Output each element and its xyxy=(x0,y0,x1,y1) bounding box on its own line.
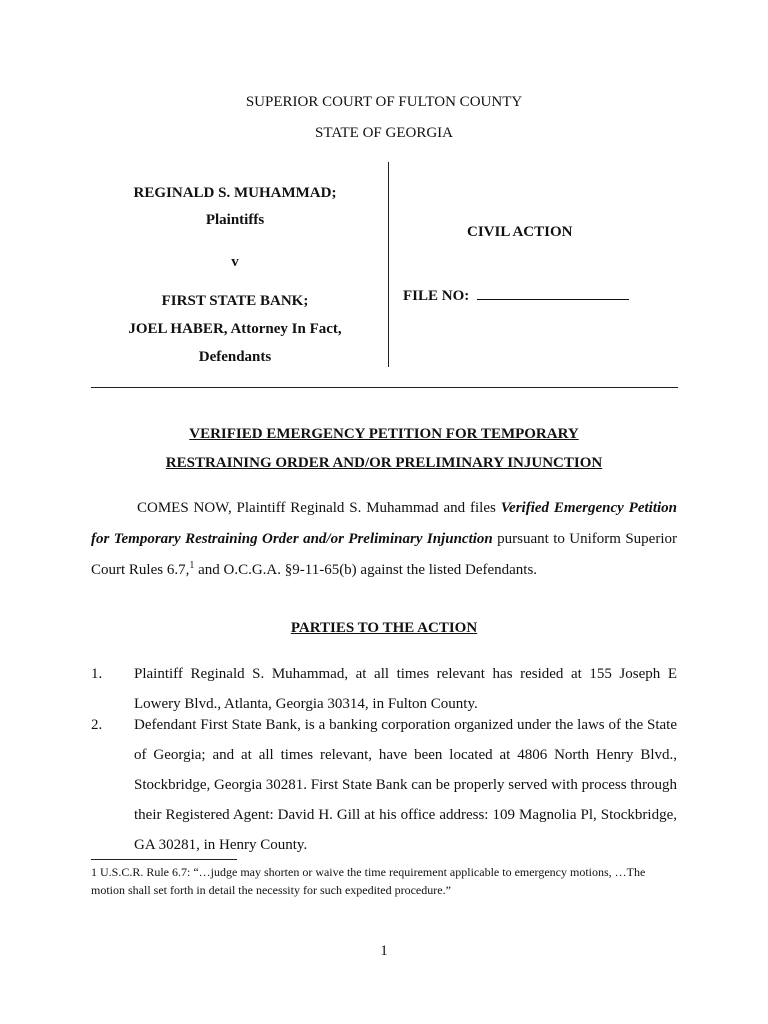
section-heading: PARTIES TO THE ACTION xyxy=(290,620,478,636)
file-number-label: FILE NO: xyxy=(403,288,470,304)
caption-divider-horizontal xyxy=(91,387,678,388)
list-item-text: Plaintiff Reginald S. Muhammad, at all times relevant has resided at 155 Joseph E Lowery Blvd., Atlanta, Georgia 30314, in Fulton County. xyxy=(134,666,677,712)
versus: v xyxy=(231,254,239,270)
court-state: STATE OF GEORGIA xyxy=(315,125,453,141)
intro-text-1: COMES NOW, Plaintiff Reginald S. Muhammad and files xyxy=(137,500,501,516)
defendant-1: FIRST STATE BANK; xyxy=(161,293,309,309)
footnote-reference[interactable]: 1 xyxy=(189,560,195,571)
list-item xyxy=(91,710,677,860)
plaintiff-name: REGINALD S. MUHAMMAD; xyxy=(133,185,337,201)
defendant-role: Defendants xyxy=(198,349,272,365)
file-number-blank xyxy=(477,285,629,300)
intro-document-name: Verified Emergency Petition for Temporary Restraining Order and/or Preliminary Injunction xyxy=(91,500,678,547)
file-number xyxy=(403,285,629,305)
document-title-line-1: VERIFIED EMERGENCY PETITION FOR TEMPORARY xyxy=(189,426,579,442)
list-item-text: Defendant First State Bank, is a banking corporation organized under the laws of the State of Georgia; and at all times relevant, have been located at 4806 North Henry Blvd., Stockbridge, Georgia 30281. First State Bank can be properly served with process through their Registered Agent: David H. Gill at his office address: 109 Magnolia Pl, Stockbridge, GA 30281, in Henry County. xyxy=(134,717,677,853)
caption-divider-vertical xyxy=(388,162,389,367)
plaintiff-role: Plaintiffs xyxy=(205,212,265,228)
civil-action-label: CIVIL ACTION xyxy=(467,224,573,240)
defendant-2: JOEL HABER, Attorney In Fact, xyxy=(128,321,342,337)
intro-text-3: and O.C.G.A. §9-11-65(b) against the listed Defendants. xyxy=(194,562,538,578)
document-title-line-2: RESTRAINING ORDER AND/OR PRELIMINARY INJUNCTION xyxy=(165,455,603,471)
footnote-separator xyxy=(91,859,237,860)
list-item-number: 2. xyxy=(91,717,103,733)
list-item-number: 1. xyxy=(91,666,103,682)
page-number: 1 xyxy=(380,943,388,959)
footnote: 1 U.S.C.R. Rule 6.7: “…judge may shorten or waive the time requirement applicable to emergency motions, …The motion shall set forth in detail the necessity for such expedited procedure.” xyxy=(91,865,646,897)
intro-paragraph xyxy=(91,493,677,586)
court-name: SUPERIOR COURT OF FULTON COUNTY xyxy=(245,94,523,110)
intro-text-2: pursuant to Uniform Superior Court Rules 6.7, xyxy=(91,531,677,578)
